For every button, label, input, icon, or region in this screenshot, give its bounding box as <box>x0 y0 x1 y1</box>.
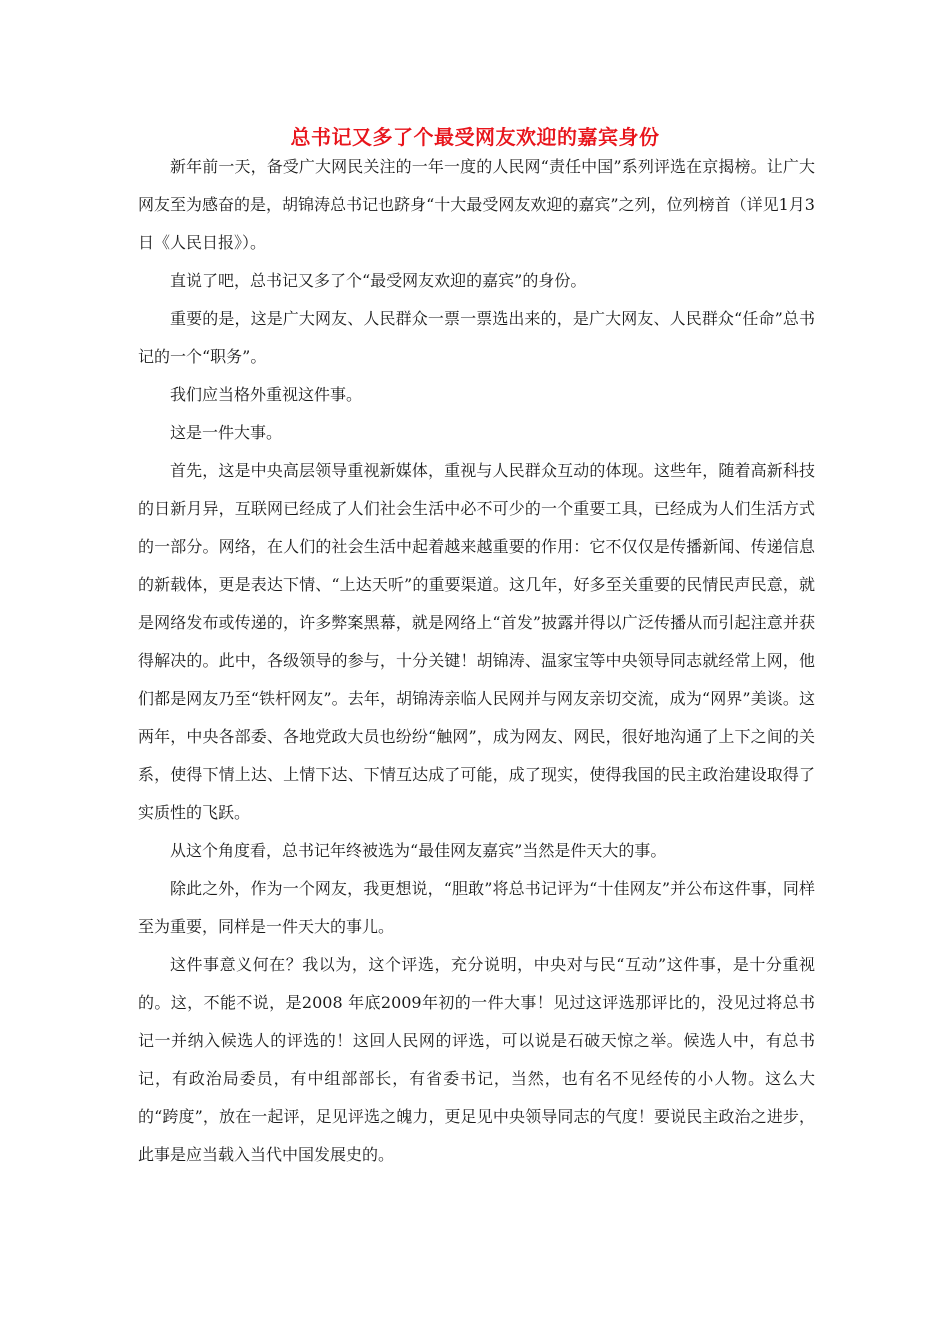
paragraph-1: 新年前一天，备受广大网民关注的一年一度的人民网“责任中国”系列评选在京揭榜。让广大网友至为感奋的是，胡锦涛总书记也跻身“十大最受网友欢迎的嘉宾”之列，位列榜首（详见1月3日《人民日报》）。 <box>138 157 815 252</box>
paragraph-2: 直说了吧，总书记又多了个“最受网友欢迎的嘉宾”的身份。 <box>170 271 587 290</box>
article-body <box>138 148 815 1174</box>
article-title: 总书记又多了个最受网友欢迎的嘉宾身份 <box>290 125 660 149</box>
paragraph-6: 首先，这是中央高层领导重视新媒体，重视与人民群众互动的体现。这些年，随着高新科技的日新月异，互联网已经成了人们社会生活中必不可少的一个重要工具，已经成为人们生活方式的一部分。网络，在人们的社会生活中起着越来越重要的作用：它不仅仅是传播新闻、传递信息的新载体，更是表达下情、“上达天听”的重要渠道。这几年，好多至关重要的民情民声民意，就是网络发布或传递的，许多弊案黑幕，就是网络上“首发”披露并得以广泛传播从而引起注意并获得解决的。此中，各级领导的参与，十分关键！胡锦涛、温家宝等中央领导同志就经常上网，他们都是网友乃至“铁杆网友”。去年，胡锦涛亲临人民网并与网友亲切交流，成为“网界”美谈。这两年，中央各部委、各地党政大员也纷纷“触网”，成为网友、网民，很好地沟通了上下之间的关系，使得下情上达、上情下达、下情互达成了可能，成了现实，使得我国的民主政治建设取得了实质性的飞跃。 <box>138 461 815 822</box>
paragraph-8: 除此之外，作为一个网友，我更想说，“胆敢”将总书记评为“十佳网友”并公布这件事，同样至为重要，同样是一件天大的事儿。 <box>138 879 815 936</box>
paragraph-9: 这件事意义何在？我以为，这个评选，充分说明，中央对与民“互动”这件事，是十分重视的。这，不能不说，是2008 年底2009年初的一件大事！见过这评选那评比的，没见过将总书记一并纳入候选人的评选的！这回人民网的评选，可以说是石破天惊之举。候选人中，有总书记，有政治局委员，有中组部部长，有省委书记，当然，也有名不见经传的小人物。这么大的“跨度”，放在一起评，足见评选之魄力，更足见中央领导同志的气度！要说民主政治之进步，此事是应当载入当代中国发展史的。 <box>138 955 815 1164</box>
paragraph-7: 从这个角度看，总书记年终被选为“最佳网友嘉宾”当然是件天大的事。 <box>170 841 667 860</box>
paragraph-4: 我们应当格外重视这件事。 <box>170 385 363 404</box>
paragraph-5: 这是一件大事。 <box>170 423 283 442</box>
paragraph-3: 重要的是，这是广大网友、人民群众一票一票选出来的，是广大网友、人民群众“任命”总书记的一个“职务”。 <box>138 309 815 366</box>
